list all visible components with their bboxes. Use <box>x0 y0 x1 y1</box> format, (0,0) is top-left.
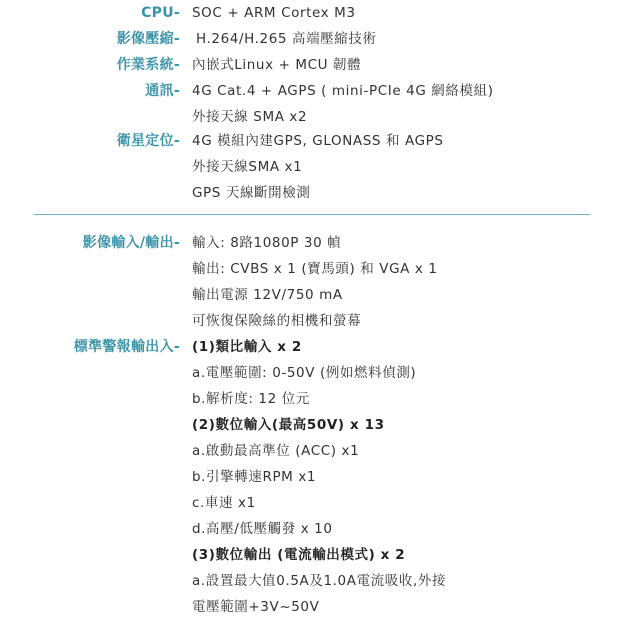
spec-value-alarm-6: b.引擎轉速RPM x1 <box>192 469 317 485</box>
spec-row-video-io-cont-2 <box>0 285 620 311</box>
spec-value-alarm-7: c.車速 x1 <box>192 495 256 511</box>
spec-value-video-io-3: 輸出電源 12V/750 mA <box>192 287 343 303</box>
spec-value-os: 內嵌式Linux + MCU 韌體 <box>192 57 362 73</box>
spec-row-alarm-cont-1 <box>0 363 620 389</box>
spec-row-cpu <box>0 3 620 29</box>
spec-value-video-io-4: 可恢復保險絲的相機和螢幕 <box>192 313 362 329</box>
spec-row-alarm-cont-6 <box>0 493 620 519</box>
spec-value-alarm-5: a.啟動最高準位 (ACC) x1 <box>192 443 360 459</box>
spec-row-alarm-cont-7 <box>0 519 620 545</box>
spec-row-video-io-cont-3 <box>0 311 620 337</box>
spec-label-gnss: 衛星定位- <box>116 133 180 149</box>
spec-label-alarm-io: 標準警報輸出入- <box>73 339 180 355</box>
spec-row-alarm-io <box>0 337 620 363</box>
spec-row-alarm-cont-8 <box>0 545 620 571</box>
spec-value-comm-1: 4G Cat.4 + AGPS ( mini-PCIe 4G 網絡模組) <box>192 83 494 99</box>
spec-value-video-io-2: 輸出: CVBS x 1 (寶馬頭) 和 VGA x 1 <box>192 261 438 277</box>
spec-row-alarm-cont-10 <box>0 597 620 623</box>
spec-row-alarm-cont-2 <box>0 389 620 415</box>
spec-value-gnss-1: 4G 模組內建GPS, GLONASS 和 AGPS <box>192 133 444 149</box>
spec-value-alarm-9: (3)數位輸出 (電流輸出模式) x 2 <box>192 547 406 563</box>
spec-row-os <box>0 55 620 81</box>
spec-value-video-compression: H.264/H.265 高端壓縮技術 <box>196 31 377 47</box>
spec-value-alarm-1: (1)類比輸入 x 2 <box>192 339 302 355</box>
spec-value-alarm-4: (2)數位輸入(最高50V) x 13 <box>192 417 385 433</box>
spec-label-os: 作業系統- <box>116 57 180 73</box>
spec-value-comm-2: 外接天線 SMA x2 <box>192 109 308 125</box>
spec-row-video-compression <box>0 29 620 55</box>
spec-row-video-io <box>0 233 620 259</box>
spec-row-video-io-cont-1 <box>0 259 620 285</box>
spec-value-alarm-10: a.設置最大值0.5A及1.0A電流吸收,外接 <box>192 573 447 589</box>
spec-label-video-io: 影像輸入/輸出- <box>82 235 180 251</box>
spec-value-alarm-3: b.解析度: 12 位元 <box>192 391 310 407</box>
spec-row-gnss-cont-1 <box>0 157 620 183</box>
spec-label-cpu: CPU- <box>141 5 180 21</box>
spec-value-gnss-2: 外接天線SMA x1 <box>192 159 303 175</box>
spec-label-video-compression: 影像壓縮- <box>116 31 180 47</box>
spec-row-gnss <box>0 131 620 157</box>
spec-value-alarm-8: d.高壓/低壓觸發 x 10 <box>192 521 333 537</box>
spec-row-comm-cont <box>0 107 620 133</box>
spec-value-cpu: SOC + ARM Cortex M3 <box>192 5 356 21</box>
spec-row-alarm-cont-4 <box>0 441 620 467</box>
section-divider <box>34 214 590 215</box>
spec-row-alarm-cont-3 <box>0 415 620 441</box>
spec-value-gnss-3: GPS 天線斷開檢測 <box>192 185 311 201</box>
spec-label-comm: 通訊- <box>145 83 180 99</box>
spec-row-comm <box>0 81 620 107</box>
spec-value-alarm-2: a.電壓範圍: 0-50V (例如燃料偵測) <box>192 365 417 381</box>
spec-value-video-io-1: 輸入: 8路1080P 30 幀 <box>192 235 342 251</box>
spec-row-alarm-cont-9 <box>0 571 620 597</box>
spec-value-alarm-11: 電壓範圍+3V~50V <box>192 599 320 615</box>
spec-row-alarm-cont-5 <box>0 467 620 493</box>
spec-row-gnss-cont-2 <box>0 183 620 209</box>
